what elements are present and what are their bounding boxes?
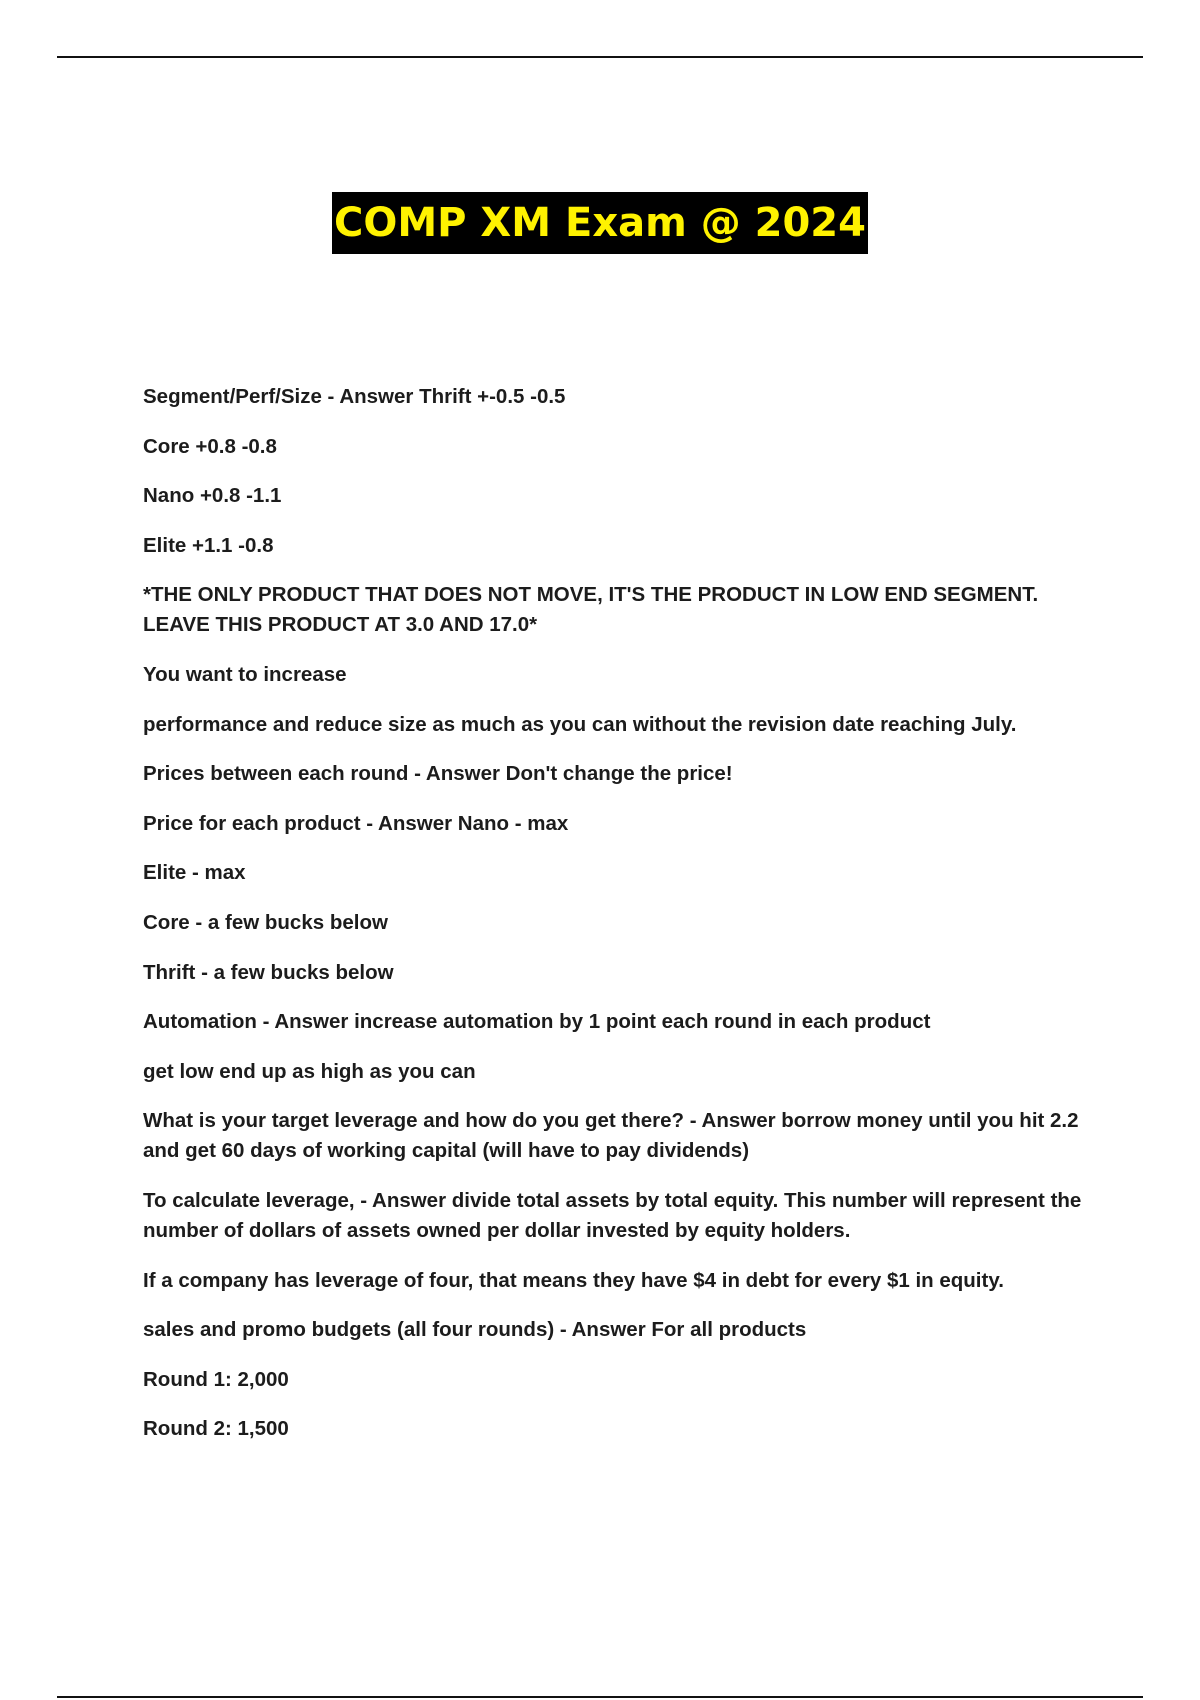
top-rule	[57, 56, 1143, 58]
text-line: *THE ONLY PRODUCT THAT DOES NOT MOVE, IT'S THE PRODUCT IN LOW END SEGMENT. LEAVE THIS PRODUCT AT 3.0 AND 17.0*	[143, 583, 1039, 637]
text-line: Prices between each round - Answer Don't change the price!	[143, 762, 733, 786]
text-line: Core +0.8 -0.8	[143, 434, 277, 458]
text-line: Thrift - a few bucks below	[143, 960, 394, 984]
text-line: If a company has leverage of four, that means they have $4 in debt for every $1 in equity.	[143, 1268, 1004, 1292]
text-line: Nano +0.8 -1.1	[143, 484, 282, 508]
text-line: To calculate leverage, - Answer divide total assets by total equity. This number will represent the number of dollars of assets owned per dollar invested by equity holders.	[143, 1188, 1082, 1242]
text-line: sales and promo budgets (all four rounds) - Answer For all products	[143, 1318, 807, 1342]
text-line: Automation - Answer increase automation by 1 point each round in each product	[143, 1010, 931, 1034]
document-title: COMP XM Exam @ 2024	[332, 192, 868, 254]
text-line: Segment/Perf/Size - Answer Thrift +-0.5 -0.5	[143, 385, 566, 408]
text-line: Elite +1.1 -0.8	[143, 533, 274, 557]
text-line: You want to increase	[143, 662, 347, 686]
text-line: performance and reduce size as much as you can without the revision date reaching July.	[143, 712, 1017, 736]
text-line: get low end up as high as you can	[143, 1059, 476, 1083]
text-line: Round 2: 1,500	[143, 1417, 289, 1441]
text-line: Elite - max	[143, 861, 246, 885]
title-container	[0, 192, 1200, 254]
document-body	[143, 382, 1103, 1464]
text-line: What is your target leverage and how do you get there? - Answer borrow money until you hit 2.2 and get 60 days of working capital (will have to pay dividends)	[143, 1109, 1079, 1163]
text-line: Round 1: 2,000	[143, 1367, 289, 1391]
text-line: Core - a few bucks below	[143, 910, 388, 934]
bottom-rule	[57, 1696, 1143, 1698]
text-line: Price for each product - Answer Nano - max	[143, 811, 569, 835]
